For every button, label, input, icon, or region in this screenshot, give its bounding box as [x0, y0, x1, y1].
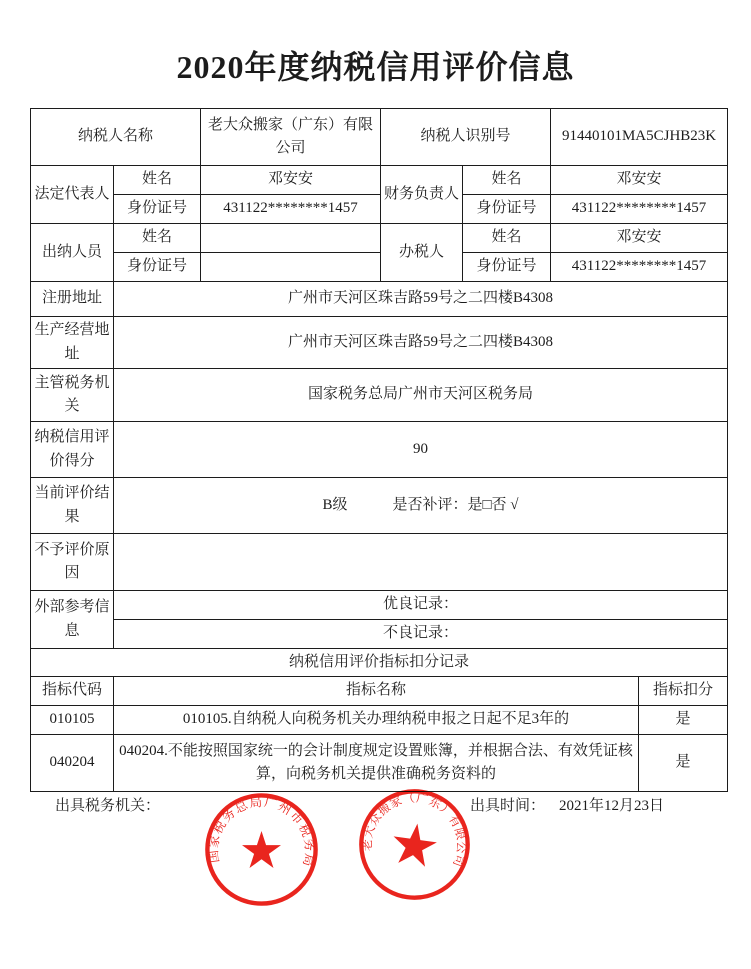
issue-time — [470, 794, 664, 815]
indicator-name: 010105.自纳税人向税务机关办理纳税申报之日起不足3年的 — [114, 706, 639, 735]
issuer-label: 出具税务机关： — [55, 798, 161, 814]
indicator-name-header: 指标名称 — [114, 677, 639, 706]
taxpayer-name-value: 老大众搬家（广东）有限公司 — [201, 109, 381, 166]
eval-result-value: B级 是否补评：是□否 √ — [114, 478, 728, 534]
indicator-code: 040204 — [31, 735, 114, 792]
finance-officer-id-value: 431122********1457 — [551, 195, 728, 224]
indicator-code: 010105 — [31, 706, 114, 735]
tax-agent-id-value: 431122********1457 — [551, 253, 728, 282]
cashier-id-value — [201, 253, 381, 282]
page-title: 2020年度纳税信用评价信息 — [176, 49, 575, 85]
tax-agent-name-label: 姓名 — [463, 224, 551, 253]
tax-agent-label: 办税人 — [381, 224, 463, 282]
biz-address-label: 生产经营地址 — [31, 317, 114, 369]
eval-result-label: 当前评价结果 — [31, 478, 114, 534]
external-ref-label: 外部参考信息 — [31, 591, 114, 649]
indicator-row — [31, 706, 728, 735]
legal-rep-name-label: 姓名 — [114, 166, 201, 195]
indicator-deduct-header: 指标扣分 — [639, 677, 728, 706]
cashier-name-label: 姓名 — [114, 224, 201, 253]
taxpayer-name-label: 纳税人名称 — [31, 109, 201, 166]
issue-time-label: 出具时间： — [470, 798, 546, 814]
reg-address-value: 广州市天河区珠吉路59号之二四楼B4308 — [114, 282, 728, 317]
finance-officer-label: 财务负责人 — [381, 166, 463, 224]
tax-credit-table — [30, 108, 728, 792]
tax-agent-id-label: 身份证号 — [463, 253, 551, 282]
star-icon — [390, 821, 439, 868]
biz-address-value: 广州市天河区珠吉路59号之二四楼B4308 — [114, 317, 728, 369]
tax-agent-name-value: 邓安安 — [551, 224, 728, 253]
cashier-label: 出纳人员 — [31, 224, 114, 282]
credit-score-label: 纳税信用评价得分 — [31, 422, 114, 478]
legal-rep-name-value: 邓安安 — [201, 166, 381, 195]
no-eval-reason-label: 不予评价原因 — [31, 534, 114, 591]
credit-score-value: 90 — [114, 422, 728, 478]
deduction-section-title: 纳税信用评价指标扣分记录 — [31, 649, 728, 677]
indicator-deduct: 是 — [639, 706, 728, 735]
taxpayer-id-value: 91440101MA5CJHB23K — [551, 109, 728, 166]
cashier-name-value — [201, 224, 381, 253]
stamp-text: 国家税务总局广州市税务局 — [206, 794, 317, 869]
tax-authority-value: 国家税务总局广州市天河区税务局 — [114, 369, 728, 422]
reg-address-label: 注册地址 — [31, 282, 114, 317]
tax-authority-label: 主管税务机关 — [31, 369, 114, 422]
no-eval-reason-value — [114, 534, 728, 591]
stamp-text: 老大众搬家（广东）有限公司 — [360, 790, 469, 870]
cashier-id-label: 身份证号 — [114, 253, 201, 282]
finance-officer-name-label: 姓名 — [463, 166, 551, 195]
indicator-deduct: 是 — [639, 735, 728, 792]
taxpayer-id-label: 纳税人识别号 — [381, 109, 551, 166]
issue-time-value: 2021年12月23日 — [559, 798, 665, 814]
good-record-row: 优良记录： — [114, 591, 728, 620]
indicator-name: 040204.不能按照国家统一的会计制度规定设置账簿，并根据合法、有效凭证核算，向税务机关提供准确税务资料的 — [114, 735, 639, 792]
tax-bureau-stamp — [202, 791, 321, 908]
legal-rep-label: 法定代表人 — [31, 166, 114, 224]
company-stamp — [343, 779, 487, 911]
legal-rep-id-label: 身份证号 — [114, 195, 201, 224]
indicator-code-header: 指标代码 — [31, 677, 114, 706]
finance-officer-id-label: 身份证号 — [463, 195, 551, 224]
finance-officer-name-value: 邓安安 — [551, 166, 728, 195]
bad-record-row: 不良记录： — [114, 620, 728, 649]
star-icon — [242, 831, 281, 868]
legal-rep-id-value: 431122********1457 — [201, 195, 381, 224]
